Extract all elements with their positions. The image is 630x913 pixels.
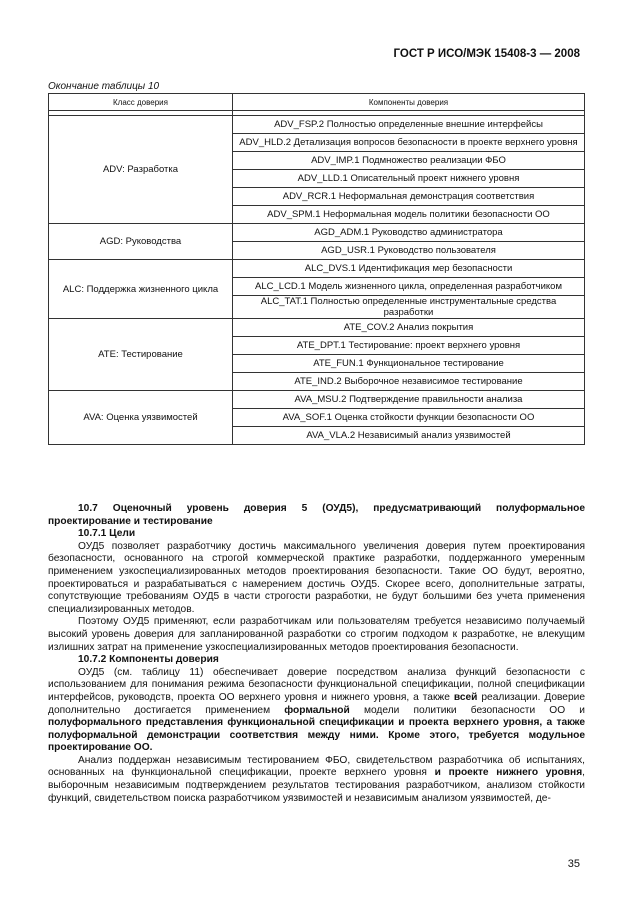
assurance-component-cell: ATE_DPT.1 Тестирование: проект верхнего уровня [233, 337, 585, 355]
paragraph: Поэтому ОУД5 применяют, если разработчикам или пользователям требуется независимо получаемый высокий уровень доверия для запланированной разработки со строгим подходом к разработке, не влекущим излишних затрат на применение узкоспециализированных методов проектирования безопасности. [48, 616, 585, 653]
body-text [48, 503, 585, 805]
table-row [49, 224, 585, 242]
paragraph: ОУД5 позволяет разработчику достичь максимального увеличения доверия путем проектирования безопасности, основанного на строгой коммерческой практике разработки, поддержанного умеренным применением узкоспециализированных методов проектирования безопасности. Такие ОО будут, вероятно, проектироваться и разрабатываться с намерением достичь ОУД5. Скорее всего, дополнительные затраты, сопутствующие требованиям ОУД5 в части строгости разработки, не будут большими без учета применения специализированных методов. [48, 540, 585, 615]
assurance-class-cell: ATE: Тестирование [49, 319, 233, 391]
paragraph: Анализ поддержан независимым тестированием ФБО, свидетельством разработчика об испытаниях, основанных на функциональной спецификации, проекте верхнего уровня и проекте нижнего уровня, выборочным независимым подтверждением результатов тестирования разработчиком, анализом стойкости функций, свидетельством поиска разработчиком уязвимостей и независимым анализом уязвимостей, де- [48, 754, 585, 804]
document-header: ГОСТ Р ИСО/МЭК 15408-3 — 2008 [393, 48, 580, 60]
assurance-component-cell: AVA_VLA.2 Независимый анализ уязвимостей [233, 427, 585, 445]
assurance-component-cell: AVA_SOF.1 Оценка стойкости функции безопасности ОО [233, 409, 585, 427]
table-caption: Окончание таблицы 10 [48, 81, 160, 92]
col-header-components: Компоненты доверия [233, 94, 585, 111]
table-row [49, 116, 585, 134]
table-row [49, 319, 585, 337]
page-number: 35 [567, 858, 580, 870]
assurance-component-cell: ADV_RCR.1 Неформальная демонстрация соответствия [233, 188, 585, 206]
assurance-component-cell: ADV_HLD.2 Детализация вопросов безопасности в проекте верхнего уровня [233, 134, 585, 152]
section-heading-10-7: 10.7 Оценочный уровень доверия 5 (ОУД5), предусматривающий полуформальное проектирование и тестирование [48, 503, 585, 527]
assurance-table [48, 93, 585, 445]
table-row [49, 260, 585, 278]
assurance-component-cell: ATE_FUN.1 Функциональное тестирование [233, 355, 585, 373]
assurance-component-cell: ALC_DVS.1 Идентификация мер безопасности [233, 260, 585, 278]
assurance-component-cell: ATE_IND.2 Выборочное независимое тестирование [233, 373, 585, 391]
assurance-class-cell: AGD: Руководства [49, 224, 233, 260]
paragraph: ОУД5 (см. таблицу 11) обеспечивает доверие посредством анализа функций безопасности с использованием для понимания режима безопасности функциональной спецификации, полной спецификации интерфейсов, руководств, проекта ОО верхнего уровня и нижнего уровня, а также всей реализации. Доверие дополнительно достигается применением формальной модели политики безопасности ОО и полуформального представления функциональной спецификации и проекта верхнего уровня, а также полуформальной демонстрации соответствия между ними. Кроме этого, требуется модульное проектирование ОО. [48, 666, 585, 754]
assurance-class-cell: ALC: Поддержка жизненного цикла [49, 260, 233, 319]
section-heading-10-7-1: 10.7.1 Цели [78, 528, 136, 540]
assurance-class-cell: ADV: Разработка [49, 116, 233, 224]
assurance-component-cell: ADV_IMP.1 Подмножество реализации ФБО [233, 152, 585, 170]
assurance-component-cell: ADV_FSP.2 Полностью определенные внешние интерфейсы [233, 116, 585, 134]
col-header-class: Класс доверия [49, 94, 233, 111]
assurance-component-cell: ALC_TAT.1 Полностью определенные инструментальные средства разработки [233, 296, 585, 319]
assurance-component-cell: ADV_SPM.1 Неформальная модель политики безопасности ОО [233, 206, 585, 224]
section-heading-10-7-2: 10.7.2 Компоненты доверия [78, 654, 219, 666]
assurance-component-cell: AGD_ADM.1 Руководство администратора [233, 224, 585, 242]
assurance-component-cell: ADV_LLD.1 Описательный проект нижнего уровня [233, 170, 585, 188]
assurance-class-cell: AVA: Оценка уязвимостей [49, 391, 233, 445]
assurance-component-cell: ATE_COV.2 Анализ покрытия [233, 319, 585, 337]
assurance-component-cell: AVA_MSU.2 Подтверждение правильности анализа [233, 391, 585, 409]
assurance-component-cell: AGD_USR.1 Руководство пользователя [233, 242, 585, 260]
assurance-component-cell: ALC_LCD.1 Модель жизненного цикла, определенная разработчиком [233, 278, 585, 296]
table-row [49, 391, 585, 409]
